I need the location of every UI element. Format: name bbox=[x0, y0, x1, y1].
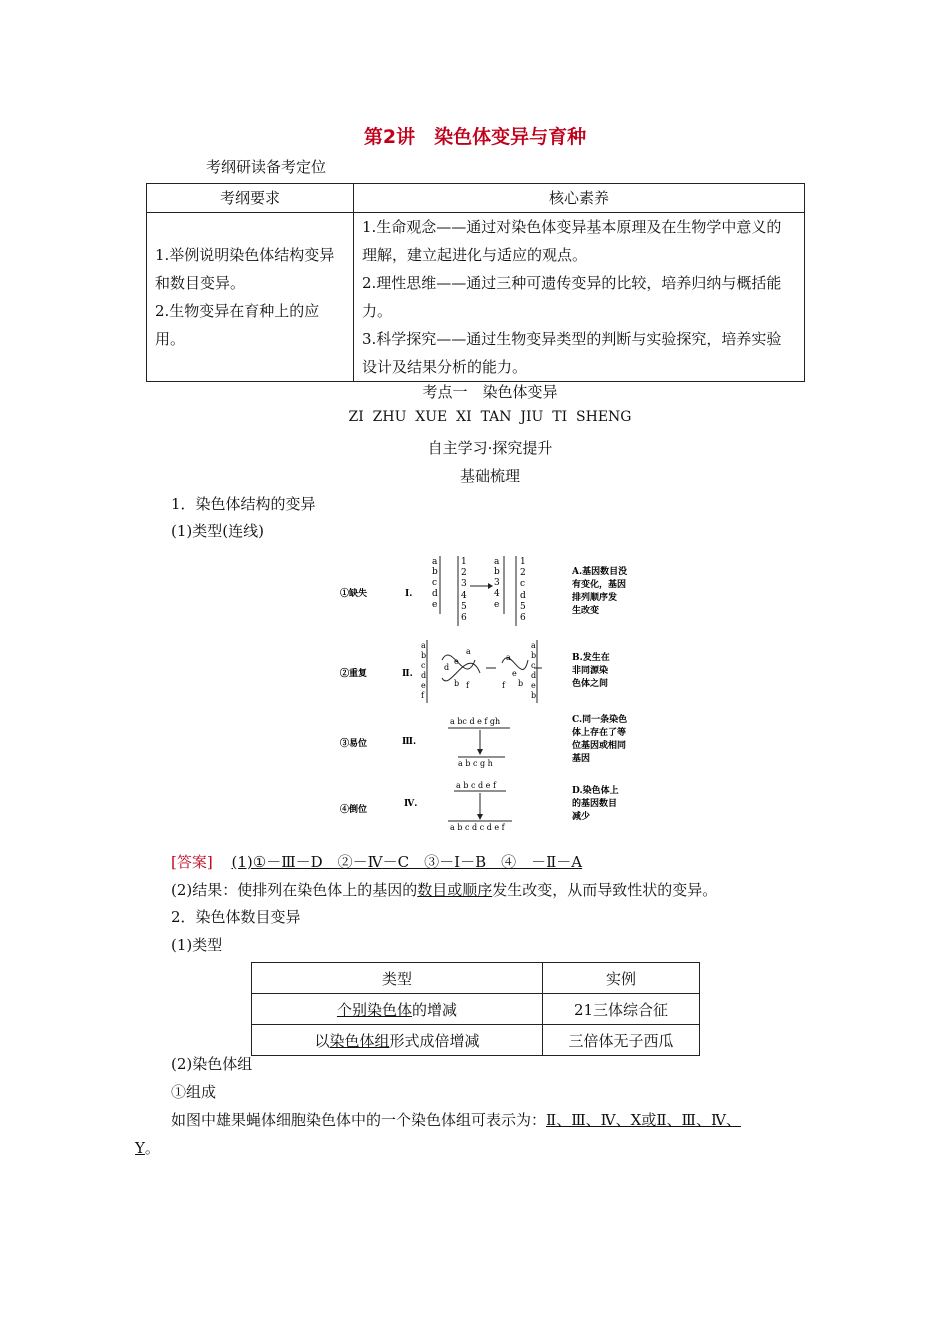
literacy-cell bbox=[354, 213, 805, 382]
svg-text:4: 4 bbox=[494, 589, 500, 599]
result-prefix: (2)结果：使排列在染色体上的基因的 bbox=[171, 881, 418, 899]
svg-text:4: 4 bbox=[461, 591, 467, 601]
example-underline: Ⅱ、Ⅲ、Ⅳ、X或Ⅱ、Ⅲ、Ⅳ、 bbox=[546, 1111, 741, 1129]
table-header-example: 实例 bbox=[543, 963, 700, 994]
svg-text:f: f bbox=[502, 681, 505, 690]
diagram-label-deletion: ①缺失 bbox=[340, 589, 368, 599]
diagram-label-duplication: ②重复 bbox=[340, 669, 368, 679]
option-c-line2: 体上存在了等 bbox=[572, 728, 627, 738]
structure-heading: 1．染色体结构的变异 bbox=[171, 495, 316, 513]
row4-bottom-genes: a b c d c d e f bbox=[450, 823, 505, 832]
svg-text:b: b bbox=[494, 567, 500, 577]
type-cell bbox=[252, 994, 543, 1025]
type-label: (1)类型(连线) bbox=[171, 522, 264, 540]
row3-bottom-genes: a b c g h bbox=[458, 759, 493, 768]
requirements-table bbox=[146, 183, 805, 382]
svg-text:3: 3 bbox=[461, 579, 467, 589]
requirement-item: 2.生物变异在育种上的应用。 bbox=[155, 302, 320, 348]
result-underline: 数目或顺序 bbox=[417, 881, 493, 899]
option-d-line1: D.染色体上 bbox=[572, 786, 619, 796]
svg-text:5: 5 bbox=[461, 602, 467, 612]
row4-top-genes: a b c d e f bbox=[456, 781, 496, 790]
group-label: (2)染色体组 bbox=[171, 1055, 253, 1073]
svg-text:a: a bbox=[531, 641, 536, 650]
example-line bbox=[171, 1109, 741, 1130]
svg-text:5: 5 bbox=[520, 602, 526, 612]
svg-text:f: f bbox=[466, 681, 469, 690]
svg-text:6: 6 bbox=[520, 613, 526, 623]
literacy-item: 3.科学探究——通过生物变异类型的判断与实验探究，培养实验设计及结果分析的能力。 bbox=[362, 330, 782, 376]
number-type-label: (1)类型 bbox=[171, 936, 223, 954]
requirement-item: 1.举例说明染色体结构变异和数目变异。 bbox=[155, 246, 335, 292]
table-header-literacy: 核心素养 bbox=[354, 184, 805, 213]
literacy-item: 1.生命观念——通过对染色体变异基本原理及在生物学中意义的理解，建立起进化与适应的观点。 bbox=[362, 218, 782, 264]
option-c-line4: 基因 bbox=[572, 754, 591, 764]
svg-text:e: e bbox=[512, 669, 517, 678]
svg-text:a: a bbox=[494, 557, 500, 567]
option-b-line2: 非同源染 bbox=[572, 666, 609, 676]
number-heading: 2．染色体数目变异 bbox=[171, 908, 301, 926]
option-b-line3: 色体之间 bbox=[572, 679, 609, 689]
subheading: 自主学习·探究提升 bbox=[427, 439, 553, 457]
table-header-requirements: 考纲要求 bbox=[147, 184, 354, 213]
table-header-type: 类型 bbox=[252, 963, 543, 994]
type-underline: 染色体组 bbox=[329, 1031, 390, 1050]
chromosome-variation-diagram bbox=[330, 548, 660, 838]
type-suffix: 的增减 bbox=[412, 1000, 458, 1019]
type-underline: 个别染色体 bbox=[336, 1000, 412, 1019]
option-a-line2: 有变化，基因 bbox=[572, 580, 627, 590]
svg-text:a: a bbox=[421, 641, 426, 650]
svg-text:a: a bbox=[432, 557, 438, 567]
roman-label-3: Ⅲ. bbox=[402, 737, 417, 747]
option-c-line1: C.同一条染色 bbox=[572, 715, 628, 725]
svg-text:c: c bbox=[520, 579, 526, 589]
svg-text:e: e bbox=[494, 600, 500, 610]
svg-text:b: b bbox=[518, 679, 524, 688]
svg-text:e: e bbox=[454, 657, 459, 666]
svg-text:2: 2 bbox=[461, 568, 467, 578]
svg-text:a: a bbox=[506, 653, 511, 662]
subheading-basics: 基础梳理 bbox=[459, 467, 520, 485]
svg-text:b: b bbox=[454, 679, 460, 688]
pinyin-heading: ZI ZHU XUE XI TAN JIU TI SHENG bbox=[348, 409, 632, 425]
svg-text:c: c bbox=[432, 578, 438, 588]
svg-text:c: c bbox=[531, 661, 536, 670]
example-end: 。 bbox=[144, 1139, 160, 1157]
svg-text:f: f bbox=[421, 691, 424, 700]
option-b-line1: B.发生在 bbox=[572, 653, 610, 663]
roman-label-4: Ⅳ. bbox=[404, 799, 418, 809]
svg-text:d: d bbox=[531, 671, 537, 680]
svg-text:d: d bbox=[432, 589, 438, 599]
svg-text:c: c bbox=[421, 661, 426, 670]
answer-text: (1)①－Ⅲ－D ②－Ⅳ－C ③－Ⅰ－B ④ －Ⅱ－A bbox=[231, 853, 583, 871]
svg-text:e: e bbox=[421, 681, 426, 690]
svg-text:1: 1 bbox=[520, 557, 526, 567]
section-heading: 考点一 染色体变异 bbox=[422, 383, 558, 401]
svg-text:b: b bbox=[531, 651, 537, 660]
svg-text:6: 6 bbox=[461, 613, 467, 623]
option-d-line3: 减少 bbox=[572, 812, 591, 822]
svg-text:1: 1 bbox=[461, 557, 467, 567]
option-a-line1: A.基因数目没 bbox=[572, 567, 628, 577]
diagram-label-inversion: ④倒位 bbox=[340, 805, 368, 815]
option-c-line3: 位基因或相同 bbox=[572, 741, 627, 751]
example-cell: 21三体综合征 bbox=[543, 994, 700, 1025]
option-a-line4: 生改变 bbox=[572, 606, 600, 616]
example-prefix: 如图中雄果蝇体细胞染色体中的一个染色体组可表示为： bbox=[171, 1111, 547, 1129]
literacy-item: 2.理性思维——通过三种可遗传变异的比较，培养归纳与概括能力。 bbox=[362, 274, 782, 320]
composition-label: ①组成 bbox=[171, 1083, 217, 1101]
svg-text:e: e bbox=[432, 600, 438, 610]
roman-label-2: Ⅱ. bbox=[402, 669, 413, 679]
type-prefix: 以 bbox=[314, 1031, 330, 1050]
example-line-continued bbox=[135, 1137, 160, 1158]
svg-text:a: a bbox=[466, 647, 471, 656]
type-suffix: 形式成倍增减 bbox=[389, 1031, 480, 1050]
svg-text:d: d bbox=[421, 671, 427, 680]
svg-text:b: b bbox=[421, 651, 427, 660]
type-cell bbox=[252, 1025, 543, 1056]
requirements-cell bbox=[147, 213, 354, 382]
diagram-label-translocation: ③易位 bbox=[340, 739, 368, 749]
row1-chromosomes bbox=[432, 556, 526, 626]
answer-line bbox=[171, 851, 582, 872]
svg-text:d: d bbox=[520, 591, 526, 601]
result-line bbox=[171, 879, 717, 900]
section-subtitle: 考纲研读备考定位 bbox=[206, 158, 327, 176]
option-d-line2: 的基因数目 bbox=[572, 799, 618, 809]
example-cell: 三倍体无子西瓜 bbox=[543, 1025, 700, 1056]
page-title: 第2讲 染色体变异与育种 bbox=[363, 126, 587, 148]
roman-label-1: Ⅰ. bbox=[405, 589, 413, 599]
example-underline-y: Y bbox=[135, 1139, 145, 1157]
answer-tag: [答案] bbox=[171, 853, 213, 871]
svg-text:3: 3 bbox=[494, 578, 500, 588]
svg-text:2: 2 bbox=[520, 568, 526, 578]
option-a-line3: 排列顺序发 bbox=[572, 593, 618, 603]
number-variation-table bbox=[251, 962, 700, 1056]
svg-text:b: b bbox=[531, 691, 537, 700]
result-suffix: 发生改变，从而导致性状的变异。 bbox=[492, 881, 718, 899]
svg-text:b: b bbox=[432, 567, 438, 577]
svg-text:e: e bbox=[531, 681, 536, 690]
svg-text:d: d bbox=[444, 663, 450, 672]
row3-top-genes: a bc d e f gh bbox=[450, 717, 501, 726]
